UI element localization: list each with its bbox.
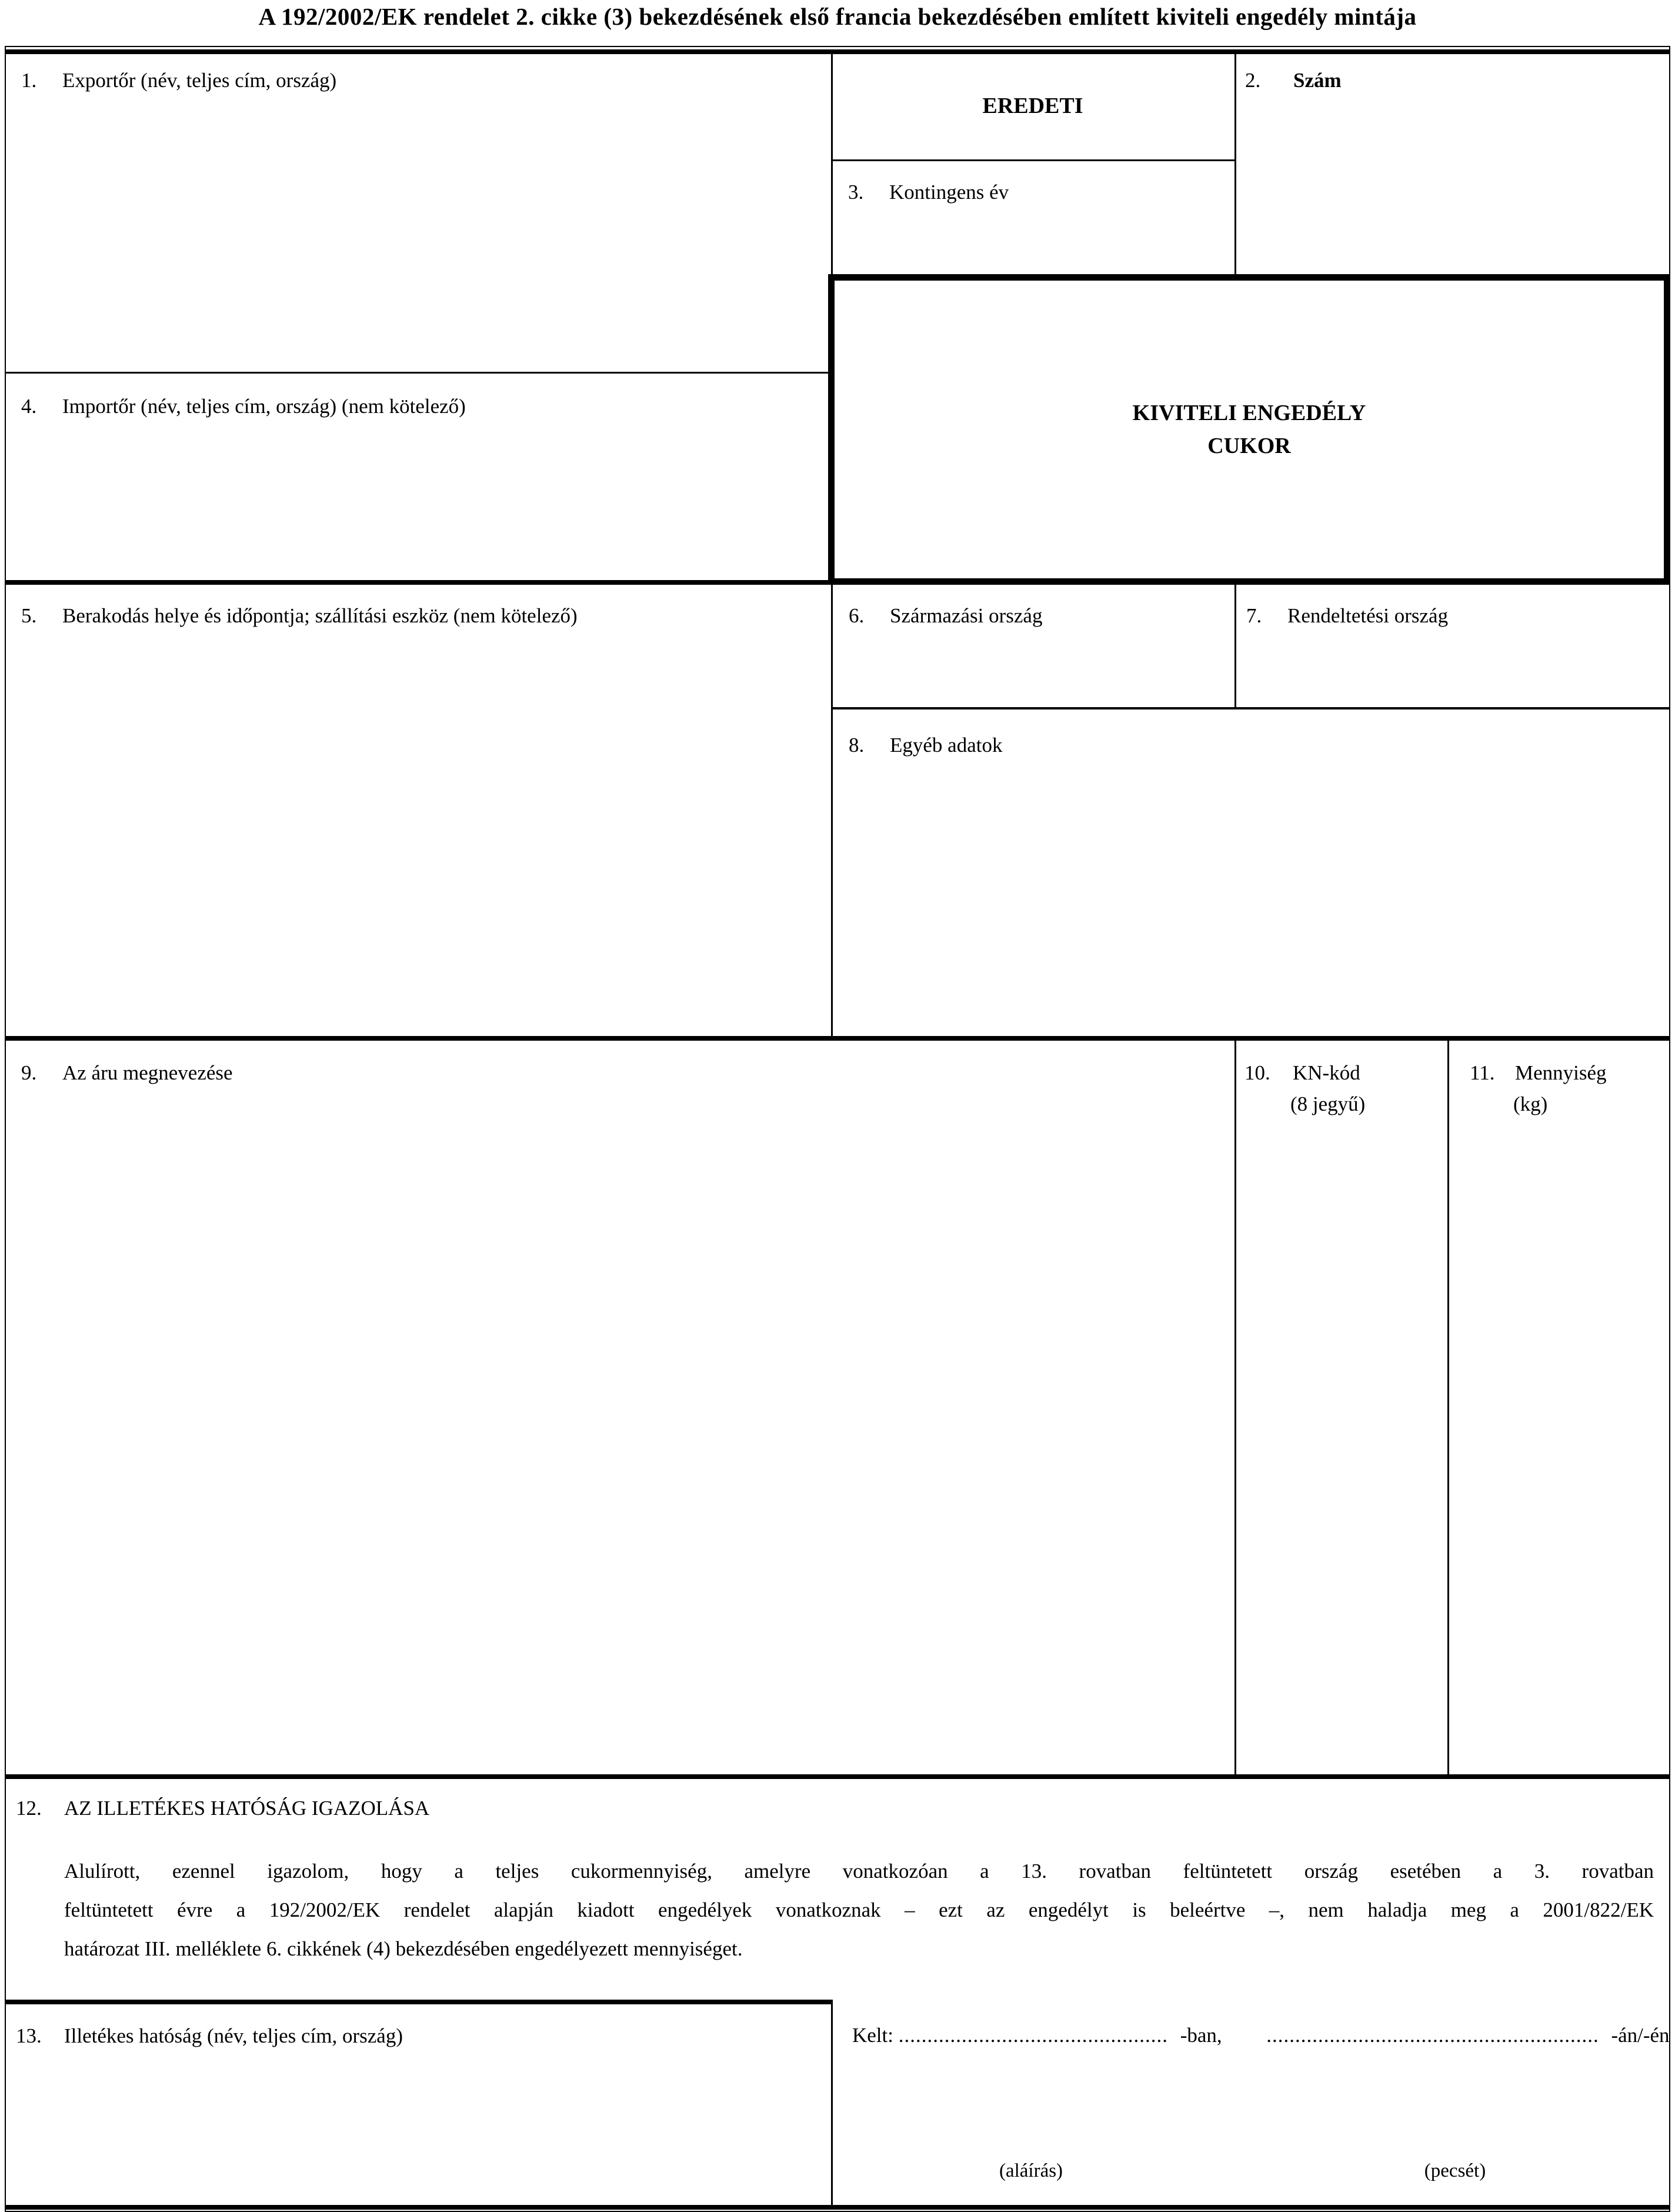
box1-text: Exportőr (név, teljes cím, ország) (62, 69, 337, 92)
box2-text: Szám (1293, 69, 1342, 92)
box11-text: Mennyiség (1515, 1061, 1607, 1084)
column-divider-box10-box11 (1447, 1040, 1449, 1774)
box8-text: Egyéb adatok (890, 734, 1003, 757)
box4-text: Importőr (név, teljes cím, ország) (nem kötelező) (62, 395, 466, 418)
box1-exporter-label (21, 68, 336, 93)
box9-goods-description-label (21, 1061, 233, 1085)
box3-text: Kontingens év (889, 181, 1009, 204)
box5-text: Berakodás helye és időpontja; szállítási eszköz (nem kötelező) (62, 604, 578, 627)
box4-importer-label (21, 394, 466, 419)
divider-eredeti-box3 (832, 159, 1235, 161)
box13-text: Illetékes hatóság (név, teljes cím, ország) (64, 2024, 403, 2047)
column-divider-box5-box68 (831, 585, 833, 1036)
box11-quantity-sublabel: (kg) (1513, 1092, 1548, 1115)
box3-quota-year-label (848, 180, 1009, 205)
box7-text: Rendeltetési ország (1287, 604, 1449, 627)
box6-origin-country-label (849, 604, 1042, 628)
row-divider-11-12 (5, 1774, 1670, 1779)
divider-box1-box4 (5, 372, 833, 374)
box12-paragraph-line1: Alulírott, ezennel igazolom, hogy a teljes cukormennyiség, amelyre vonatkozóan a 13. rovatban feltüntetett ország esetében a 3. rovatban (64, 1860, 1654, 1883)
box7-number: 7. (1246, 604, 1262, 627)
box10-cn-code-sublabel: (8 jegyű) (1290, 1092, 1366, 1115)
box10-cn-code-label (1244, 1061, 1360, 1085)
license-title-line1: KIVITELI ENGEDÉLY (1132, 401, 1366, 425)
box8-number: 8. (849, 734, 865, 757)
date-place-line (852, 2024, 1670, 2047)
date-day-dotted-blank: .......................................................... (1266, 2024, 1599, 2047)
box12-certification-heading (16, 1796, 429, 1821)
box10-text: KN-kód (1293, 1061, 1360, 1084)
box9-number: 9. (21, 1061, 37, 1084)
box2-number: 2. (1245, 69, 1261, 92)
box13-competent-authority-label (16, 2024, 403, 2048)
box10-number: 10. (1244, 1061, 1270, 1084)
page-title: A 192/2002/EK rendelet 2. cikke (3) bekezdésének első francia bekezdésében említett kiviteli engedély mintája (258, 3, 1417, 30)
date-day-suffix: -án/-én (1611, 2024, 1670, 2047)
box12-certification-paragraph (64, 1852, 1654, 1968)
box6-text: Származási ország (890, 604, 1043, 627)
row-divider-8-9 (5, 1036, 1670, 1041)
box1-number: 1. (21, 69, 37, 92)
license-title-line2: CUKOR (1207, 434, 1291, 458)
box3-number: 3. (848, 181, 864, 204)
box6-number: 6. (849, 604, 865, 627)
box2-number-label (1245, 68, 1342, 93)
column-divider-box6-box7 (1234, 585, 1236, 707)
stamp-caption: (pecsét) (1424, 2160, 1486, 2181)
box12-text: AZ ILLETÉKES HATÓSÁG IGAZOLÁSA (64, 1797, 430, 1820)
row-divider-12-13 (5, 2000, 833, 2004)
bottom-thick-rule (5, 2205, 1670, 2210)
box4-number: 4. (21, 395, 37, 418)
box9-text: Az áru megnevezése (62, 1061, 233, 1084)
divider-box67-box8 (832, 707, 1670, 709)
column-divider-box9-box10 (1234, 1040, 1236, 1774)
box5-loading-label (21, 604, 578, 628)
date-prefix: Kelt: (852, 2024, 893, 2047)
box7-destination-country-label (1246, 604, 1448, 628)
column-divider-eredeti-box2 (1234, 54, 1236, 275)
box5-number: 5. (21, 604, 37, 627)
box11-quantity-label (1470, 1061, 1607, 1085)
box12-number: 12. (16, 1797, 42, 1820)
box13-number: 13. (16, 2024, 42, 2047)
box8-other-data-label (849, 733, 1002, 758)
top-thick-rule (5, 49, 1670, 54)
box12-paragraph-line2: feltüntetett évre a 192/2002/EK rendelet alapján kiadott engedélyek vonatkoznak – ezt az engedélyt is beleértve –, nem haladja meg a 2001/822/EK (64, 1898, 1654, 1921)
date-place-suffix: -ban, (1180, 2024, 1222, 2047)
date-place-dotted-blank: ............................................... (898, 2024, 1168, 2047)
column-divider-box13-date (831, 2004, 833, 2205)
box11-number: 11. (1470, 1061, 1495, 1084)
original-copy-mark: EREDETI (982, 94, 1083, 118)
signature-caption: (aláírás) (999, 2160, 1063, 2181)
license-title-box (828, 274, 1670, 585)
box12-paragraph-line3: határozat III. melléklete 6. cikkének (4) bekezdésében engedélyezett mennyiséget. (64, 1937, 743, 1960)
